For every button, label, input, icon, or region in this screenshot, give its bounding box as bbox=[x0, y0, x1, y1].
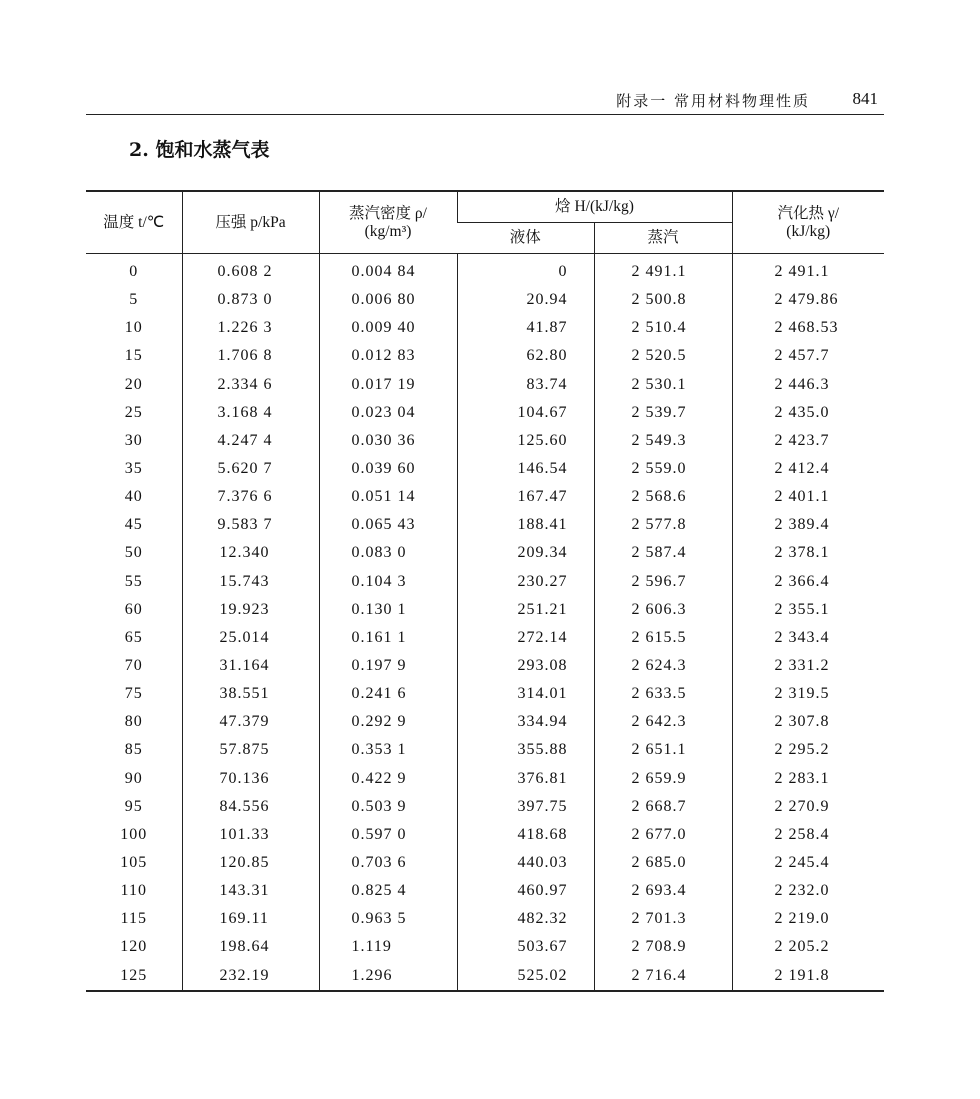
header-latent-line2: (kJ/kg) bbox=[786, 222, 831, 240]
saturated-steam-table bbox=[86, 190, 884, 992]
cell-density: 0.422 9 bbox=[319, 765, 457, 793]
cell-latent-heat: 2 479.86 bbox=[732, 286, 884, 314]
cell-enthalpy-vapor: 2 615.5 bbox=[594, 624, 732, 652]
header-enthalpy-vapor: 蒸汽 bbox=[594, 223, 732, 254]
cell-density: 0.597 0 bbox=[319, 821, 457, 849]
cell-density: 0.012 83 bbox=[319, 342, 457, 370]
cell-temperature: 90 bbox=[124, 769, 143, 787]
cell-density: 0.004 84 bbox=[319, 254, 457, 287]
cell-pressure: 143.31 bbox=[182, 877, 319, 905]
running-head bbox=[86, 88, 884, 115]
cell-enthalpy-vapor: 2 500.8 bbox=[594, 286, 732, 314]
cell-temperature: 100 bbox=[120, 825, 148, 843]
cell-enthalpy-vapor: 2 659.9 bbox=[594, 765, 732, 793]
cell-temperature: 0 bbox=[129, 263, 139, 281]
cell-pressure: 101.33 bbox=[182, 821, 319, 849]
running-head-title: 附录一 常用材料物理性质 bbox=[616, 92, 810, 110]
cell-enthalpy-liquid: 482.32 bbox=[457, 905, 594, 933]
table-row bbox=[86, 765, 884, 793]
table-row bbox=[86, 254, 884, 287]
cell-density: 0.030 36 bbox=[319, 427, 457, 455]
header-enthalpy-group bbox=[457, 191, 732, 223]
cell-temperature: 60 bbox=[124, 600, 143, 618]
page-number: 841 bbox=[852, 89, 878, 108]
cell-temperature: 85 bbox=[124, 741, 143, 759]
cell-pressure: 31.164 bbox=[182, 652, 319, 680]
cell-enthalpy-liquid: 62.80 bbox=[457, 342, 594, 370]
cell-density: 0.017 19 bbox=[319, 371, 457, 399]
header-density bbox=[319, 191, 457, 254]
section-title: 2. 饱和水蒸气表 bbox=[129, 139, 270, 161]
cell-density: 0.083 0 bbox=[319, 539, 457, 567]
table-row bbox=[86, 314, 884, 342]
cell-pressure: 0.608 2 bbox=[182, 254, 319, 287]
cell-density: 1.296 bbox=[319, 962, 457, 991]
table-row bbox=[86, 568, 884, 596]
cell-density: 0.703 6 bbox=[319, 849, 457, 877]
cell-temperature: 20 bbox=[124, 375, 143, 393]
cell-pressure: 120.85 bbox=[182, 849, 319, 877]
cell-enthalpy-liquid: 41.87 bbox=[457, 314, 594, 342]
cell-density: 0.241 6 bbox=[319, 680, 457, 708]
cell-enthalpy-vapor: 2 624.3 bbox=[594, 652, 732, 680]
cell-latent-heat: 2 331.2 bbox=[732, 652, 884, 680]
cell-latent-heat: 2 283.1 bbox=[732, 765, 884, 793]
cell-pressure: 169.11 bbox=[182, 905, 319, 933]
cell-latent-heat: 2 232.0 bbox=[732, 877, 884, 905]
table-row bbox=[86, 455, 884, 483]
cell-density: 0.130 1 bbox=[319, 596, 457, 624]
cell-temperature: 65 bbox=[124, 628, 143, 646]
cell-temperature: 120 bbox=[120, 938, 148, 956]
cell-latent-heat: 2 401.1 bbox=[732, 483, 884, 511]
cell-latent-heat: 2 343.4 bbox=[732, 624, 884, 652]
cell-enthalpy-vapor: 2 530.1 bbox=[594, 371, 732, 399]
cell-temperature: 105 bbox=[120, 854, 148, 872]
cell-latent-heat: 2 205.2 bbox=[732, 933, 884, 961]
table-row bbox=[86, 933, 884, 961]
header-density-line1: 蒸汽密度 ρ/ bbox=[349, 204, 427, 222]
cell-enthalpy-liquid: 125.60 bbox=[457, 427, 594, 455]
cell-pressure: 7.376 6 bbox=[182, 483, 319, 511]
cell-enthalpy-liquid: 272.14 bbox=[457, 624, 594, 652]
table-row bbox=[86, 708, 884, 736]
cell-latent-heat: 2 446.3 bbox=[732, 371, 884, 399]
header-latent-line1: 汽化热 γ/ bbox=[777, 204, 840, 222]
header-temperature-label: 温度 t/℃ bbox=[103, 213, 165, 231]
cell-enthalpy-liquid: 376.81 bbox=[457, 765, 594, 793]
cell-enthalpy-liquid: 397.75 bbox=[457, 793, 594, 821]
cell-enthalpy-vapor: 2 708.9 bbox=[594, 933, 732, 961]
table-row bbox=[86, 736, 884, 764]
cell-pressure: 232.19 bbox=[182, 962, 319, 991]
cell-enthalpy-liquid: 293.08 bbox=[457, 652, 594, 680]
cell-temperature: 95 bbox=[124, 797, 143, 815]
cell-enthalpy-vapor: 2 510.4 bbox=[594, 314, 732, 342]
header-temperature bbox=[86, 191, 182, 254]
cell-latent-heat: 2 295.2 bbox=[732, 736, 884, 764]
cell-pressure: 84.556 bbox=[182, 793, 319, 821]
cell-density: 1.119 bbox=[319, 933, 457, 961]
table-row bbox=[86, 342, 884, 370]
cell-enthalpy-liquid: 104.67 bbox=[457, 399, 594, 427]
cell-temperature: 10 bbox=[124, 319, 143, 337]
cell-temperature: 50 bbox=[124, 544, 143, 562]
cell-density: 0.197 9 bbox=[319, 652, 457, 680]
cell-temperature: 40 bbox=[124, 488, 143, 506]
cell-density: 0.503 9 bbox=[319, 793, 457, 821]
cell-temperature: 30 bbox=[124, 431, 143, 449]
table-row bbox=[86, 511, 884, 539]
cell-enthalpy-liquid: 460.97 bbox=[457, 877, 594, 905]
cell-density: 0.353 1 bbox=[319, 736, 457, 764]
cell-density: 0.963 5 bbox=[319, 905, 457, 933]
table-row bbox=[86, 652, 884, 680]
cell-pressure: 2.334 6 bbox=[182, 371, 319, 399]
cell-enthalpy-liquid: 251.21 bbox=[457, 596, 594, 624]
cell-temperature: 5 bbox=[129, 291, 139, 309]
cell-enthalpy-liquid: 525.02 bbox=[457, 962, 594, 991]
header-enthalpy-label: 焓 H/(kJ/kg) bbox=[555, 198, 634, 215]
cell-density: 0.825 4 bbox=[319, 877, 457, 905]
cell-enthalpy-liquid: 418.68 bbox=[457, 821, 594, 849]
cell-enthalpy-vapor: 2 606.3 bbox=[594, 596, 732, 624]
cell-temperature: 110 bbox=[120, 882, 147, 900]
cell-pressure: 47.379 bbox=[182, 708, 319, 736]
cell-latent-heat: 2 245.4 bbox=[732, 849, 884, 877]
cell-temperature: 70 bbox=[124, 657, 143, 675]
table-row bbox=[86, 905, 884, 933]
cell-enthalpy-vapor: 2 701.3 bbox=[594, 905, 732, 933]
table-row bbox=[86, 962, 884, 991]
header-pressure-label: 压强 p/kPa bbox=[215, 213, 286, 231]
cell-latent-heat: 2 457.7 bbox=[732, 342, 884, 370]
header-pressure bbox=[182, 191, 319, 254]
cell-density: 0.292 9 bbox=[319, 708, 457, 736]
cell-pressure: 57.875 bbox=[182, 736, 319, 764]
cell-enthalpy-liquid: 209.34 bbox=[457, 539, 594, 567]
cell-density: 0.065 43 bbox=[319, 511, 457, 539]
cell-enthalpy-liquid: 334.94 bbox=[457, 708, 594, 736]
cell-enthalpy-vapor: 2 651.1 bbox=[594, 736, 732, 764]
cell-pressure: 38.551 bbox=[182, 680, 319, 708]
cell-temperature: 45 bbox=[124, 516, 143, 534]
cell-density: 0.006 80 bbox=[319, 286, 457, 314]
cell-enthalpy-vapor: 2 642.3 bbox=[594, 708, 732, 736]
cell-enthalpy-vapor: 2 520.5 bbox=[594, 342, 732, 370]
table-row bbox=[86, 877, 884, 905]
cell-enthalpy-liquid: 314.01 bbox=[457, 680, 594, 708]
table-row bbox=[86, 483, 884, 511]
table-row bbox=[86, 793, 884, 821]
cell-enthalpy-liquid: 355.88 bbox=[457, 736, 594, 764]
cell-density: 0.039 60 bbox=[319, 455, 457, 483]
cell-enthalpy-vapor: 2 668.7 bbox=[594, 793, 732, 821]
cell-density: 0.023 04 bbox=[319, 399, 457, 427]
cell-enthalpy-vapor: 2 716.4 bbox=[594, 962, 732, 991]
cell-enthalpy-vapor: 2 596.7 bbox=[594, 568, 732, 596]
cell-pressure: 70.136 bbox=[182, 765, 319, 793]
cell-enthalpy-vapor: 2 587.4 bbox=[594, 539, 732, 567]
cell-latent-heat: 2 378.1 bbox=[732, 539, 884, 567]
cell-density: 0.104 3 bbox=[319, 568, 457, 596]
cell-enthalpy-vapor: 2 677.0 bbox=[594, 821, 732, 849]
cell-enthalpy-vapor: 2 568.6 bbox=[594, 483, 732, 511]
table-row bbox=[86, 821, 884, 849]
cell-pressure: 9.583 7 bbox=[182, 511, 319, 539]
cell-enthalpy-liquid: 230.27 bbox=[457, 568, 594, 596]
table-header bbox=[86, 191, 884, 254]
cell-enthalpy-vapor: 2 685.0 bbox=[594, 849, 732, 877]
cell-temperature: 125 bbox=[86, 962, 182, 991]
cell-latent-heat: 2 412.4 bbox=[732, 455, 884, 483]
cell-latent-heat: 2 191.8 bbox=[732, 962, 884, 991]
cell-pressure: 15.743 bbox=[182, 568, 319, 596]
cell-enthalpy-vapor: 2 577.8 bbox=[594, 511, 732, 539]
cell-enthalpy-liquid: 167.47 bbox=[457, 483, 594, 511]
table-row bbox=[86, 427, 884, 455]
cell-pressure: 1.226 3 bbox=[182, 314, 319, 342]
table-row bbox=[86, 680, 884, 708]
cell-temperature: 55 bbox=[124, 572, 143, 590]
header-latent-heat bbox=[732, 191, 884, 254]
cell-latent-heat: 2 270.9 bbox=[732, 793, 884, 821]
cell-pressure: 19.923 bbox=[182, 596, 319, 624]
cell-pressure: 198.64 bbox=[182, 933, 319, 961]
cell-enthalpy-liquid: 146.54 bbox=[457, 455, 594, 483]
cell-temperature: 15 bbox=[124, 347, 143, 365]
table-row bbox=[86, 286, 884, 314]
cell-latent-heat: 2 366.4 bbox=[732, 568, 884, 596]
cell-density: 0.051 14 bbox=[319, 483, 457, 511]
cell-pressure: 1.706 8 bbox=[182, 342, 319, 370]
cell-pressure: 5.620 7 bbox=[182, 455, 319, 483]
cell-temperature: 80 bbox=[124, 713, 143, 731]
cell-temperature: 75 bbox=[124, 685, 143, 703]
cell-enthalpy-vapor: 2 633.5 bbox=[594, 680, 732, 708]
table-row bbox=[86, 399, 884, 427]
table-row bbox=[86, 371, 884, 399]
cell-latent-heat: 2 389.4 bbox=[732, 511, 884, 539]
cell-enthalpy-liquid: 83.74 bbox=[457, 371, 594, 399]
cell-enthalpy-liquid: 20.94 bbox=[457, 286, 594, 314]
cell-enthalpy-liquid: 503.67 bbox=[457, 933, 594, 961]
cell-enthalpy-liquid: 188.41 bbox=[457, 511, 594, 539]
cell-temperature: 115 bbox=[120, 910, 147, 928]
cell-pressure: 3.168 4 bbox=[182, 399, 319, 427]
cell-latent-heat: 2 258.4 bbox=[732, 821, 884, 849]
cell-pressure: 0.873 0 bbox=[182, 286, 319, 314]
table-row bbox=[86, 596, 884, 624]
cell-temperature: 35 bbox=[124, 460, 143, 478]
table-row bbox=[86, 849, 884, 877]
cell-latent-heat: 2 307.8 bbox=[732, 708, 884, 736]
header-enthalpy-liquid: 液体 bbox=[457, 223, 594, 254]
cell-enthalpy-vapor: 2 491.1 bbox=[594, 254, 732, 287]
cell-latent-heat: 2 319.5 bbox=[732, 680, 884, 708]
cell-enthalpy-vapor: 2 693.4 bbox=[594, 877, 732, 905]
cell-density: 0.009 40 bbox=[319, 314, 457, 342]
cell-enthalpy-vapor: 2 559.0 bbox=[594, 455, 732, 483]
cell-latent-heat: 2 355.1 bbox=[732, 596, 884, 624]
cell-pressure: 4.247 4 bbox=[182, 427, 319, 455]
cell-enthalpy-liquid: 440.03 bbox=[457, 849, 594, 877]
header-density-line2: (kg/m³) bbox=[364, 222, 412, 240]
cell-latent-heat: 2 423.7 bbox=[732, 427, 884, 455]
table-body bbox=[86, 254, 884, 991]
cell-density: 0.161 1 bbox=[319, 624, 457, 652]
cell-latent-heat: 2 435.0 bbox=[732, 399, 884, 427]
cell-enthalpy-vapor: 2 539.7 bbox=[594, 399, 732, 427]
cell-temperature: 25 bbox=[124, 403, 143, 421]
table-row bbox=[86, 539, 884, 567]
table-row bbox=[86, 624, 884, 652]
cell-enthalpy-liquid: 0 bbox=[457, 254, 594, 287]
cell-pressure: 25.014 bbox=[182, 624, 319, 652]
cell-latent-heat: 2 491.1 bbox=[732, 254, 884, 287]
cell-latent-heat: 2 219.0 bbox=[732, 905, 884, 933]
cell-latent-heat: 2 468.53 bbox=[732, 314, 884, 342]
cell-enthalpy-vapor: 2 549.3 bbox=[594, 427, 732, 455]
cell-pressure: 12.340 bbox=[182, 539, 319, 567]
